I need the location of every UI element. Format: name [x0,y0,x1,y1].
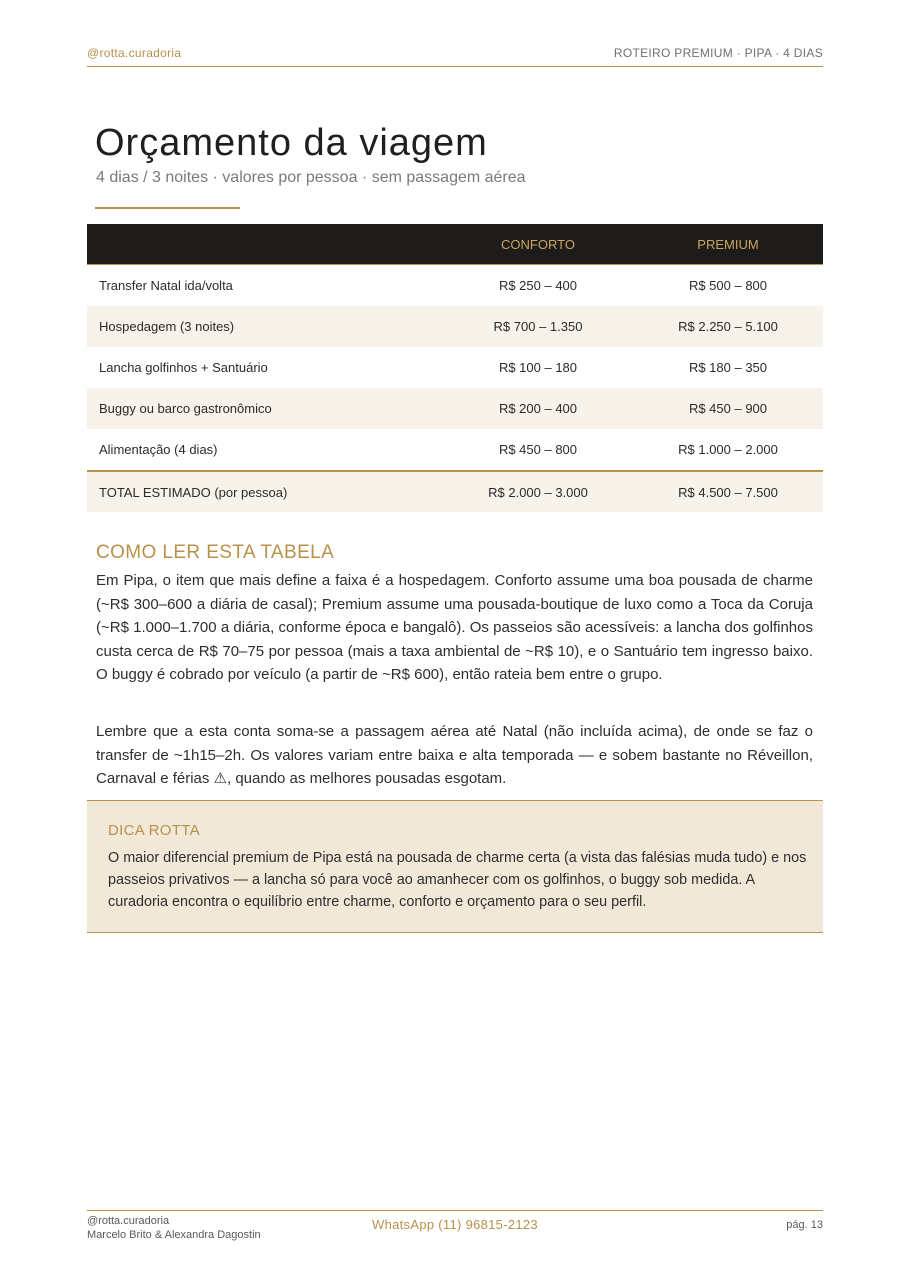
page-title: Orçamento da viagem [95,122,488,164]
row-item: Transfer Natal ida/volta [99,278,233,293]
table-row [87,429,823,471]
row-premium-value: R$ 1.000 – 2.000 [678,442,778,457]
table-row [87,388,823,429]
row-item: Hospedagem (3 noites) [87,306,443,347]
row-conforto-value: R$ 200 – 400 [443,388,633,429]
column-header-premium: PREMIUM [633,224,823,265]
explanation-paragraph-2: Lembre que a esta conta soma-se a passagem aérea até Natal (não incluída acima), de onde se faz o transfer de ~1h15–2h. Os valores variam entre baixa e alta temporada — e sobem bastante no Réveillon, Carnaval e férias ⚠, quando as melhores pousadas esgotam. [96,723,813,788]
tip-text: O maior diferencial premium de Pipa está na pousada de charme certa (a vista das falésias muda tudo) e nos passeios privativos — a lancha só para você ao amanhecer com os golfinhos, o buggy sob medida. A curadoria encontra o equilíbrio entre charme, conforto e orçamento para o seu perfil. [108,850,807,910]
budget-table [87,224,823,512]
row-premium-value: R$ 180 – 350 [688,360,768,375]
header-doc-title: ROTEIRO PREMIUM · PIPA · 4 DIAS [613,46,823,60]
table-row [87,347,823,388]
header-handle: @rotta.curadoria [87,46,182,60]
total-conforto-value: R$ 2.000 – 3.000 [443,471,633,512]
total-label: TOTAL ESTIMADO (por pessoa) [87,471,443,512]
tip-box [87,800,823,933]
row-conforto-value: R$ 450 – 800 [498,442,578,457]
footer-whatsapp: WhatsApp (11) 96815-2123 [372,1217,538,1232]
row-item: Alimentação (4 dias) [99,442,218,457]
row-premium-value: R$ 500 – 800 [688,278,768,293]
row-item: Buggy ou barco gastronômico [87,388,443,429]
title-divider [95,207,240,209]
tip-title: DICA ROTTA [108,822,200,839]
column-header-conforto: CONFORTO [443,224,633,265]
footer-authors: Marcelo Brito & Alexandra Dagostin [87,1229,261,1241]
row-conforto-value: R$ 100 – 180 [498,360,578,375]
table-total-row [87,471,823,512]
row-conforto-value: R$ 700 – 1.350 [443,306,633,347]
footer-page-number: pág. 13 [786,1219,823,1231]
total-premium-value: R$ 4.500 – 7.500 [633,471,823,512]
page-footer [87,1210,823,1251]
explanation-paragraph-1: Em Pipa, o item que mais define a faixa é a hospedagem. Conforto assume uma boa pousada de charme (~R$ 300–600 a diária de casal); Premium assume uma pousada-boutique de luxo como a Toca da Coruja (~R$ 1.000–1.700 a diária, conforme época e bangalô). Os passeios são acessíveis: a lancha dos golfinhos custa cerca de R$ 70–75 por pessoa (mais a taxa ambiental de ~R$ 10), e o Santuário tem ingresso baixo. O buggy é cobrado por veículo (a partir de ~R$ 600), então rateia bem entre o grupo. [96,572,813,684]
table-row [87,265,823,307]
page-header [87,46,823,67]
section-heading: COMO LER ESTA TABELA [96,542,335,563]
page-subtitle: 4 dias / 3 noites · valores por pessoa · sem passagem aérea [96,169,526,186]
row-conforto-value: R$ 250 – 400 [498,278,578,293]
row-item: Lancha golfinhos + Santuário [99,360,268,375]
row-premium-value: R$ 450 – 900 [633,388,823,429]
footer-handle: @rotta.curadoria [87,1215,170,1227]
column-header-item [87,224,443,265]
row-premium-value: R$ 2.250 – 5.100 [633,306,823,347]
table-row [87,306,823,347]
table-header-row [87,224,823,265]
